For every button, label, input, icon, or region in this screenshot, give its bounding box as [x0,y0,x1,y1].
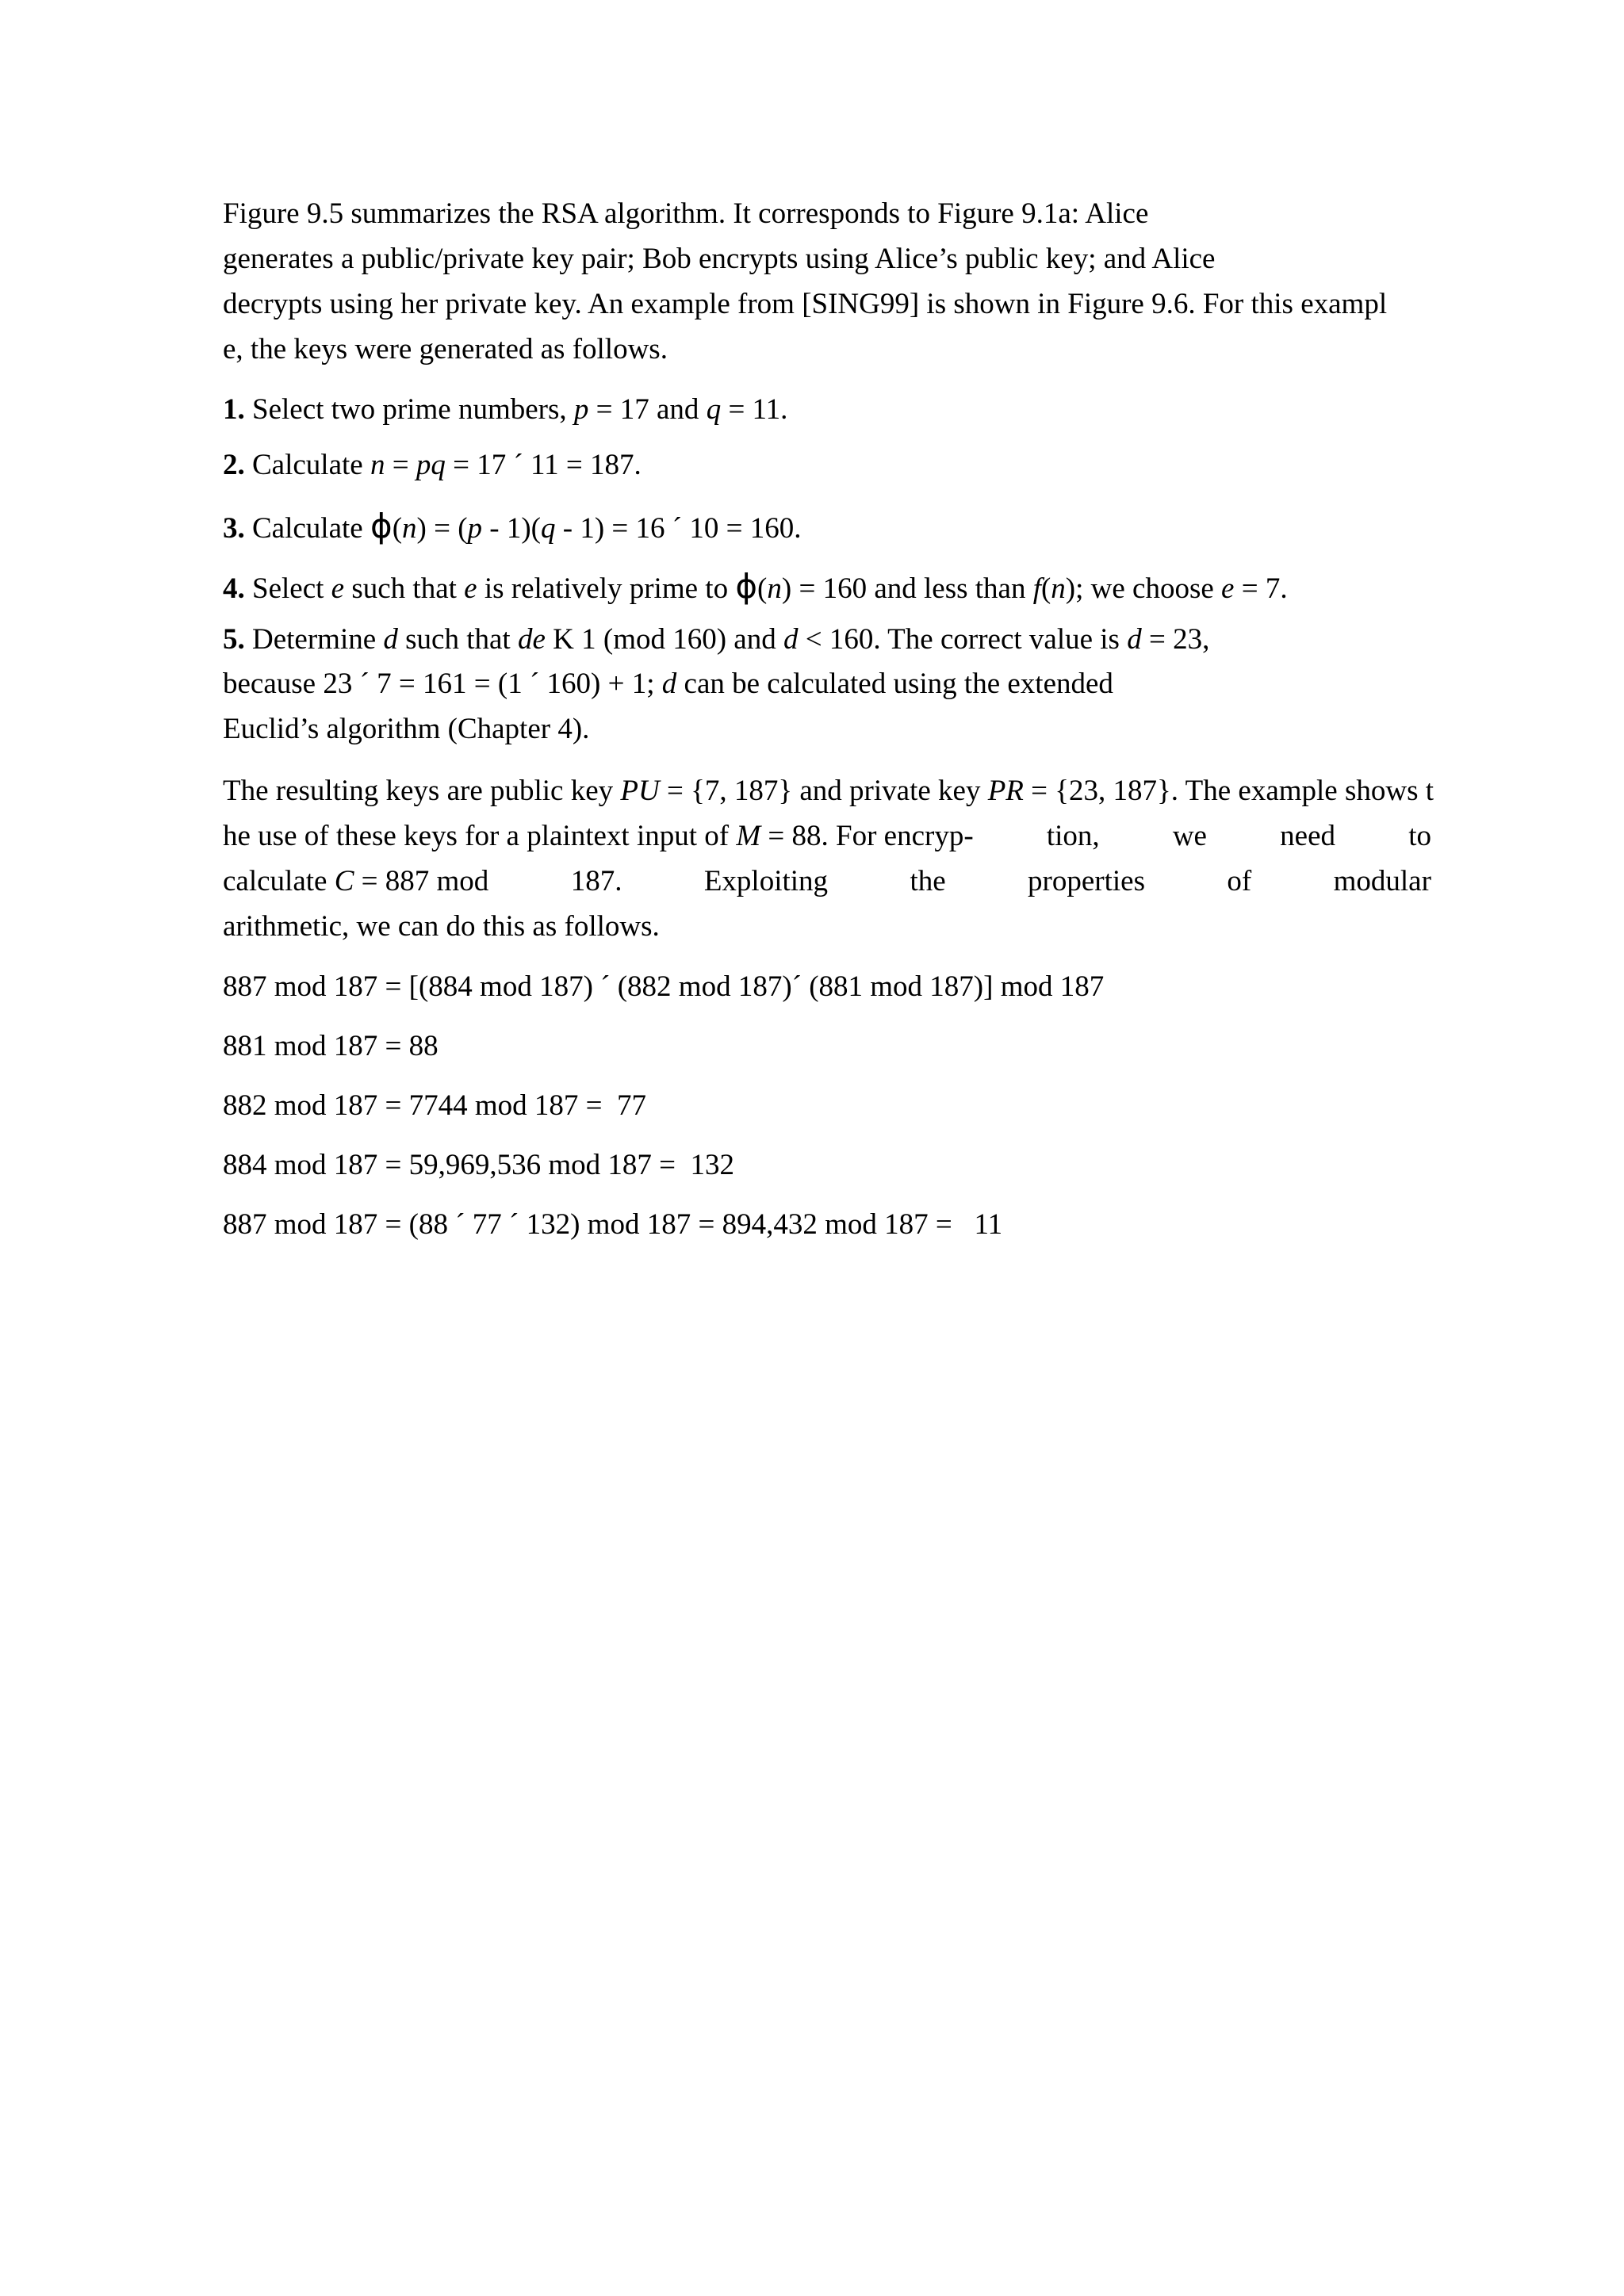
equation-3: 882 mod 187 = 7744 mod 187 = 77 [223,1089,647,1122]
step-1: 1. Select two prime numbers, p = 17 and q = 11. [223,393,788,426]
step-number: 3. [223,512,245,545]
intro-line-3: decrypts using her private key. An example from [SING99] is shown in Figure 9.6. For this exampl [223,288,1388,320]
result-line-1: The resulting keys are public key PU = {7, 187} and private key PR = {23, 187}. The example shows t [223,775,1434,807]
step-number: 5. [223,623,245,656]
step-2: 2. Calculate n = pq = 17 ´ 11 = 187. [223,449,642,481]
step-5: 5. Determine d such that de K 1 (mod 160) and d < 160. The correct value is d = 23, [223,623,1210,656]
equation-2: 881 mod 187 = 88 [223,1030,439,1062]
step-number: 4. [223,572,245,605]
result-line-2: he use of these keys for a plaintext input of M = 88. For encryp- tion, we need to [223,820,1431,852]
equation-4: 884 mod 187 = 59,969,536 mod 187 = 132 [223,1149,735,1181]
result-line-4: arithmetic, we can do this as follows. [223,910,660,943]
step-number: 2. [223,449,245,481]
intro-line-1: Figure 9.5 summarizes the RSA algorithm. It corresponds to Figure 9.1a: Alice [223,197,1149,230]
equation-1: 887 mod 187 = [(884 mod 187) ´ (882 mod 187)´ (881 mod 187)] mod 187 [223,970,1105,1003]
intro-line-2: generates a public/private key pair; Bob encrypts using Alice’s public key; and Alice [223,243,1216,275]
equation-5: 887 mod 187 = (88 ´ 77 ´ 132) mod 187 = 894,432 mod 187 = 11 [223,1208,1003,1241]
phi-symbol: ϕ [735,567,758,606]
step-number: 1. [223,393,245,426]
step-5-continuation: because 23 ´ 7 = 161 = (1 ´ 160) + 1; d can be calculated using the extended [223,668,1113,700]
step-5-continuation-2: Euclid’s algorithm (Chapter 4). [223,713,590,745]
result-line-3: calculate C = 887 mod 187. Exploiting the properties of modular [223,865,1431,897]
step-4: 4. Select e such that e is relatively prime to ϕ(n) = 160 and less than f(n); we choose e = 7. [223,567,1288,606]
phi-symbol: ϕ [370,507,393,545]
intro-line-4: e, the keys were generated as follows. [223,333,668,365]
step-3: 3. Calculate ϕ(n) = (p - 1)(q - 1) = 16 ´ 10 = 160. [223,507,802,545]
